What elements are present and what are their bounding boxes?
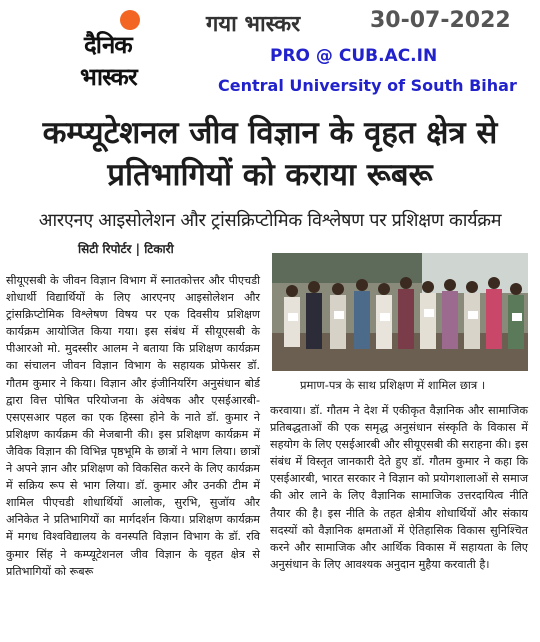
university-name: Central University of South Bihar: [218, 76, 517, 95]
article-byline: सिटी रिपोर्टर | टिकारी: [78, 242, 174, 256]
newspaper-logo: [70, 8, 170, 98]
article-paragraph: करवाया। डॉ. गौतम ने देश में एकीकृत वैज्ञानिक और सामाजिक प्रतिबद्धताओं की एक समृद्ध अनुसंधान संस्कृति के विकास में सहयोग के लिए एसईआरबी और सीयूएसबी की सराहना की। इस संबंध में विस्तृत जानकारी देते हुए डॉ. गौतम कुमार ने कहा कि एसईआरबी, भारत सरकार ने विज्ञान को प्रयोगशालाओं से समाज की ओर लाने के लिए वैज्ञानिक सामाजिक उत्तरदायित्व नीति तैयार की है। इस नीति के तहत क्षेत्रीय शोधार्थियों और संकाय सदस्यों को वैज्ञानिक क्षमताओं में ऐतिहासिक विकास सुनिश्चित करने और सामाजिक और आर्थिक विकास में सहायता के लिए अनुसंधान के लिए आवश्यक अनुदान मुहैया करवाती है।: [270, 404, 528, 571]
edition-city: गया भास्कर: [206, 12, 301, 37]
logo-sun-icon: [120, 10, 140, 30]
article-column-right: [270, 402, 528, 622]
logo-line1: दैनिक: [84, 30, 132, 59]
pro-email: PRO @ CUB.AC.IN: [270, 46, 438, 66]
article-photo: [272, 253, 528, 371]
photo-caption: प्रमाण-पत्र के साथ प्रशिक्षण में शामिल छात्र ।: [300, 378, 486, 392]
article-column-left: [6, 272, 260, 638]
group-photo-image: [272, 253, 528, 371]
article-paragraph: सीयूएसबी के जीवन विज्ञान विभाग में स्नातकोत्तर और पीएचडी शोधार्थी विद्यार्थियों के लिए आरएनए आइसोलेशन और ट्रांसक्रिप्टोमिक विश्लेषण विषय पर एक दिवसीय प्रशिक्षण कार्यक्रम आयोजित किया गया। इस संबंध में सीयूएसबी के पीआरओ मो. मुदस्सीर आलम ने बताया कि प्रशिक्षण कार्यक्रम का संचालन जीवन विज्ञान विभाग के सहायक प्रोफेसर डॉ. गौतम कुमार ने किया। विज्ञान और इंजीनियरिंग अनुसंधान बोर्ड द्वारा वित्त पोषित परियोजना के अंवेषक और एसईआरबी-एसएसआर पहल का एक हिस्सा होने के नाते डॉ. कुमार ने प्रशिक्षण कार्यक्रम की मेजबानी की। इस प्रशिक्षण कार्यक्रम में जैविक विज्ञान की विभिन्न पृष्ठभूमि के छात्रों ने भाग लिया। छात्रों ने अपने ज्ञान और प्रशिक्षण को विकसित करने के लिए कार्यक्रम में सक्रिय रूप से भाग लिया। डॉ. कुमार और उनकी टीम में शामिल पीएचडी शोधार्थियों आलोक, सुरभि, सुजॉय और अनिकेत ने प्रतिभागियों का मार्गदर्शन किया। प्रशिक्षण कार्यक्रम में मगध विश्वविद्यालय के वनस्पति विज्ञान विभाग के डॉ. रवि कुमार सिंह ने कम्प्यूटेशनल जीव विज्ञान के वृहत क्षेत्र से प्रतिभागियों को रूबरू: [6, 274, 260, 578]
edition-date: 30-07-2022: [370, 8, 511, 33]
article-headline: कम्प्यूटेशनल जीव विज्ञान के वृहत क्षेत्र से प्रतिभागियों को कराया रूबरू: [42, 115, 498, 193]
logo-line2: भास्कर: [80, 62, 137, 91]
article-subheadline: आरएनए आइसोलेशन और ट्रांसक्रिप्टोमिक विश्लेषण पर प्रशिक्षण कार्यक्रम: [38, 210, 502, 231]
